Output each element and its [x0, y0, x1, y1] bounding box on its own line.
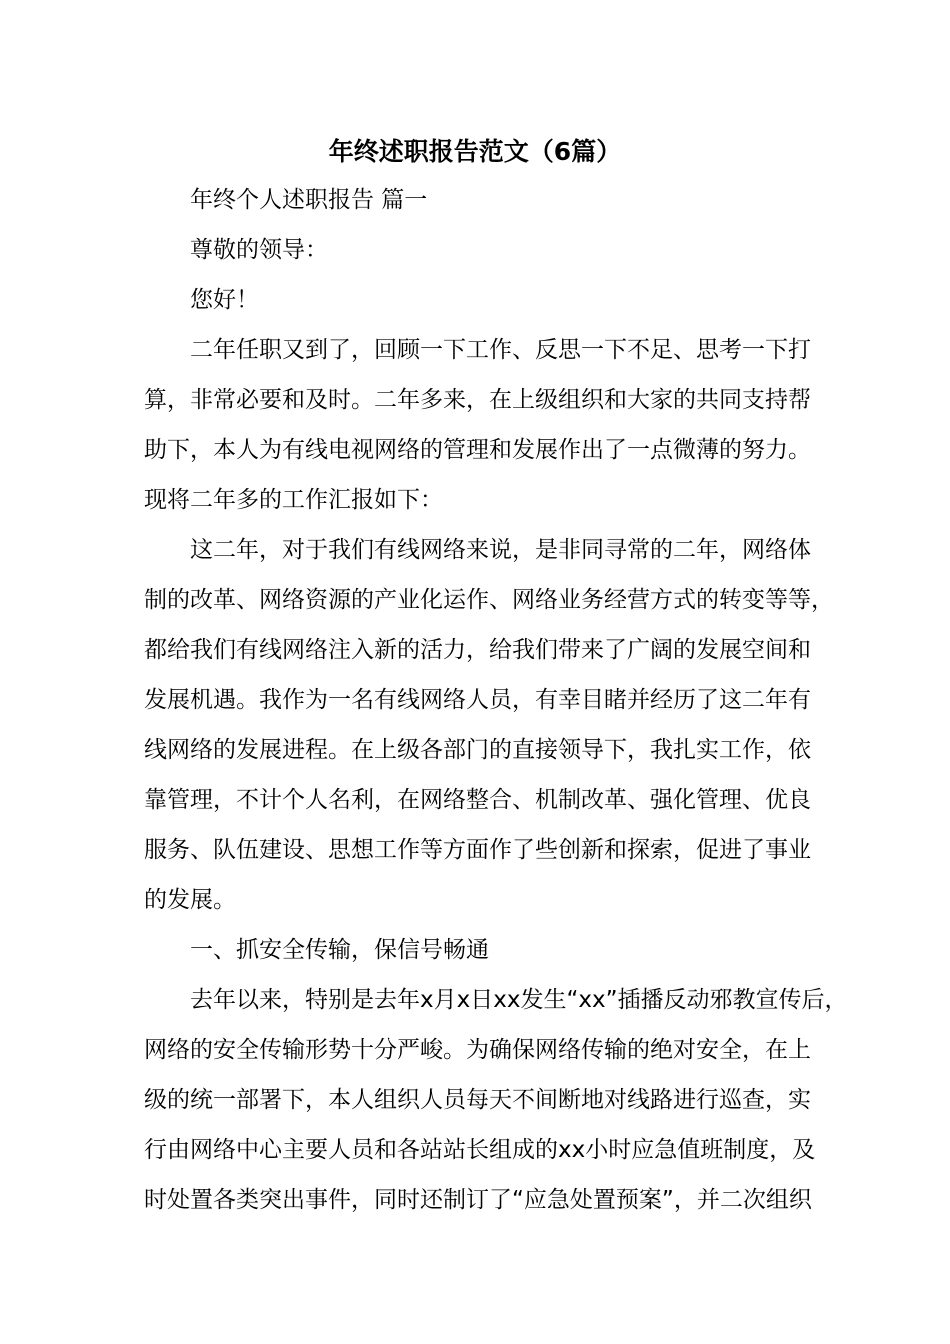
paragraph-line: 服务、队伍建设、思想工作等方面作了些创新和探索，促进了事业	[144, 837, 811, 863]
paragraph-line: 现将二年多的工作汇报如下：	[144, 487, 443, 513]
section-heading-1: 年终个人述职报告 篇一	[190, 187, 428, 213]
paragraph-line: 网络的安全传输形势十分严峻。为确保网络传输的绝对安全，在上	[144, 1037, 811, 1063]
paragraph-line: 制的改革、网络资源的产业化运作、网络业务经营方式的转变等等，	[144, 587, 834, 613]
paragraph-line: 算，非常必要和及时。二年多来，在上级组织和大家的共同支持帮	[144, 387, 811, 413]
paragraph-line: 时处置各类突出事件，同时还制订了“应急处置预案”，并二次组织	[144, 1187, 812, 1213]
paragraph-line: 二年任职又到了，回顾一下工作、反思一下不足、思考一下打	[190, 337, 811, 363]
paragraph-line: 发展机遇。我作为一名有线网络人员，有幸目睹并经历了这二年有	[144, 687, 811, 713]
paragraph-line: 都给我们有线网络注入新的活力，给我们带来了广阔的发展空间和	[144, 637, 811, 663]
paragraph-line: 级的统一部署下，本人组织人员每天不间断地对线路进行巡查，实	[144, 1087, 811, 1113]
paragraph-line: 助下，本人为有线电视网络的管理和发展作出了一点微薄的努力。	[144, 437, 811, 463]
document-title: 年终述职报告范文（6篇）	[328, 137, 622, 166]
paragraph-line: 去年以来，特别是去年x月x日xx发生“xx”插播反动邪教宣传后，	[190, 987, 848, 1013]
paragraph-line: 这二年，对于我们有线网络来说，是非同寻常的二年，网络体	[190, 537, 811, 563]
greeting-line: 您好！	[190, 287, 259, 313]
paragraph-line: 行由网络中心主要人员和各站站长组成的xx小时应急值班制度，及	[144, 1137, 816, 1163]
section-heading-2: 一、抓安全传输，保信号畅通	[190, 937, 489, 963]
paragraph-line: 靠管理，不计个人名利，在网络整合、机制改革、强化管理、优良	[144, 787, 811, 813]
paragraph-line: 线网络的发展进程。在上级各部门的直接领导下，我扎实工作，依	[144, 737, 811, 763]
paragraph-line: 的发展。	[144, 887, 236, 913]
salutation-line: 尊敬的领导：	[190, 237, 328, 263]
